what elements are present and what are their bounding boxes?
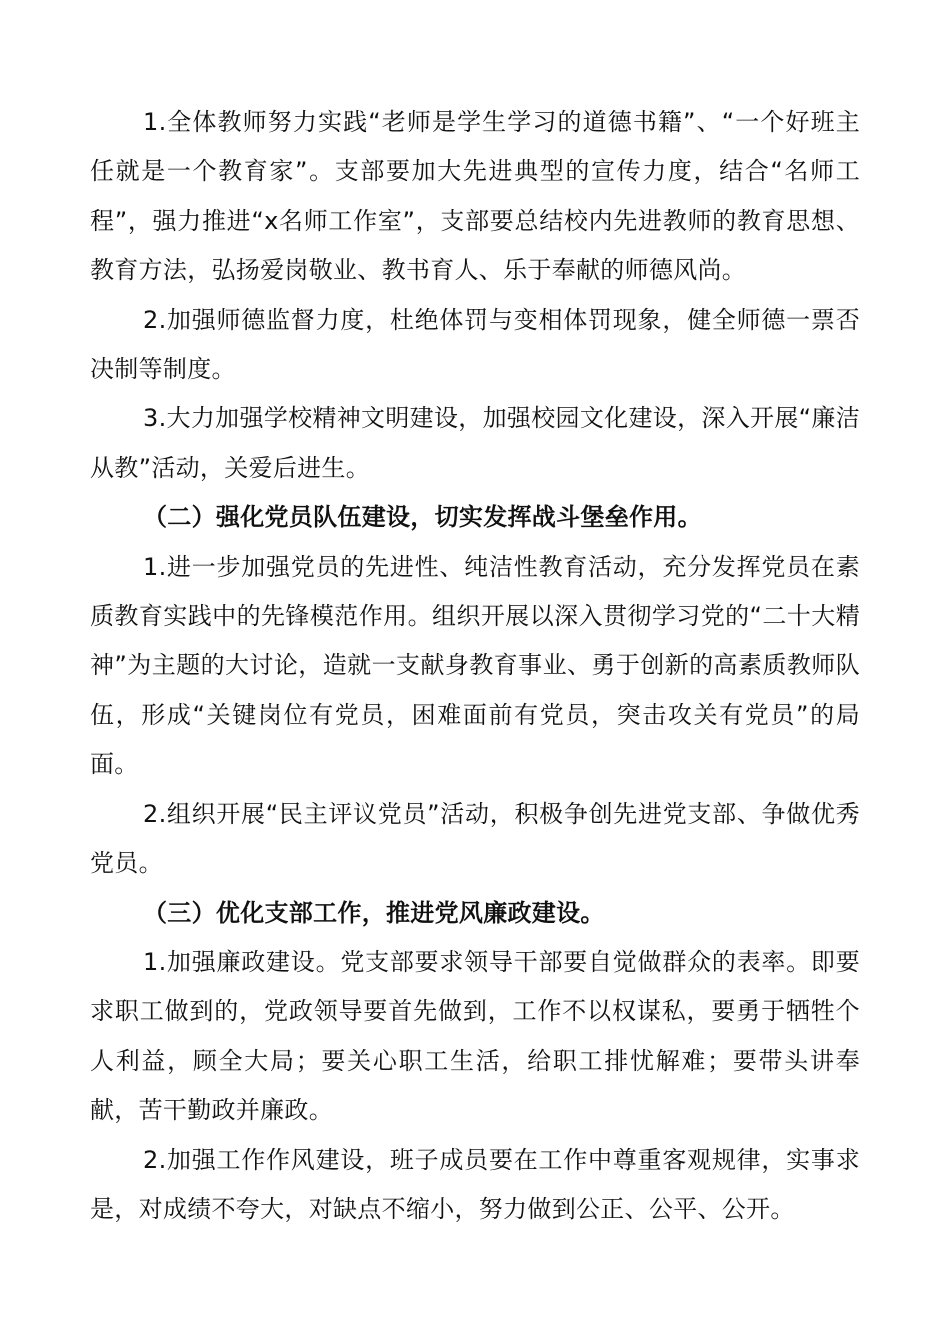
paragraph-1-1: 1.全体教师努力实践“老师是学生学习的道德书籍”、“一个好班主任就是一个教育家”。支部要加大先进典型的宣传力度，结合“名师工程”，强力推进“x名师工作室”，支部要总结校内先进教师的教育思想、教育方法，弘扬爱岗敬业、教书育人、乐于奉献的师德风尚。	[90, 108, 860, 285]
paragraph-2-1: 1.进一步加强党员的先进性、纯洁性教育活动，充分发挥党员在素质教育实践中的先锋模范作用。组织开展以深入贯彻学习党的“二十大精神”为主题的大讨论，造就一支献身教育事业、勇于创新的高素质教师队伍，形成“关键岗位有党员，困难面前有党员，突击攻关有党员”的局面。	[90, 552, 860, 779]
section-heading-2: （二）强化党员队伍建设，切实发挥战斗堡垒作用。	[143, 503, 702, 532]
paragraph-1-3: 3.大力加强学校精神文明建设，加强校园文化建设，深入开展“廉洁从教”活动，关爱后进生。	[90, 404, 860, 482]
paragraph-3-2: 2.加强工作作风建设，班子成员要在工作中尊重客观规律，实事求是，对成绩不夸大，对缺点不缩小，努力做到公正、公平、公开。	[90, 1145, 860, 1223]
paragraph-2-2: 2.组织开展“民主评议党员”活动，积极争创先进党支部、争做优秀党员。	[90, 799, 860, 878]
document-body	[90, 98, 860, 1234]
paragraph-3-1: 1.加强廉政建设。党支部要求领导干部要自觉做群众的表率。即要求职工做到的，党政领导要首先做到，工作不以权谋私，要勇于牺牲个人利益，顾全大局；要关心职工生活，给职工排忧解难；要带头讲奉献，苦干勤政并廉政。	[90, 947, 860, 1125]
section-heading-3: （三）优化支部工作，推进党风廉政建设。	[143, 898, 605, 927]
paragraph-1-2: 2.加强师德监督力度，杜绝体罚与变相体罚现象，健全师德一票否决制等制度。	[90, 305, 860, 384]
